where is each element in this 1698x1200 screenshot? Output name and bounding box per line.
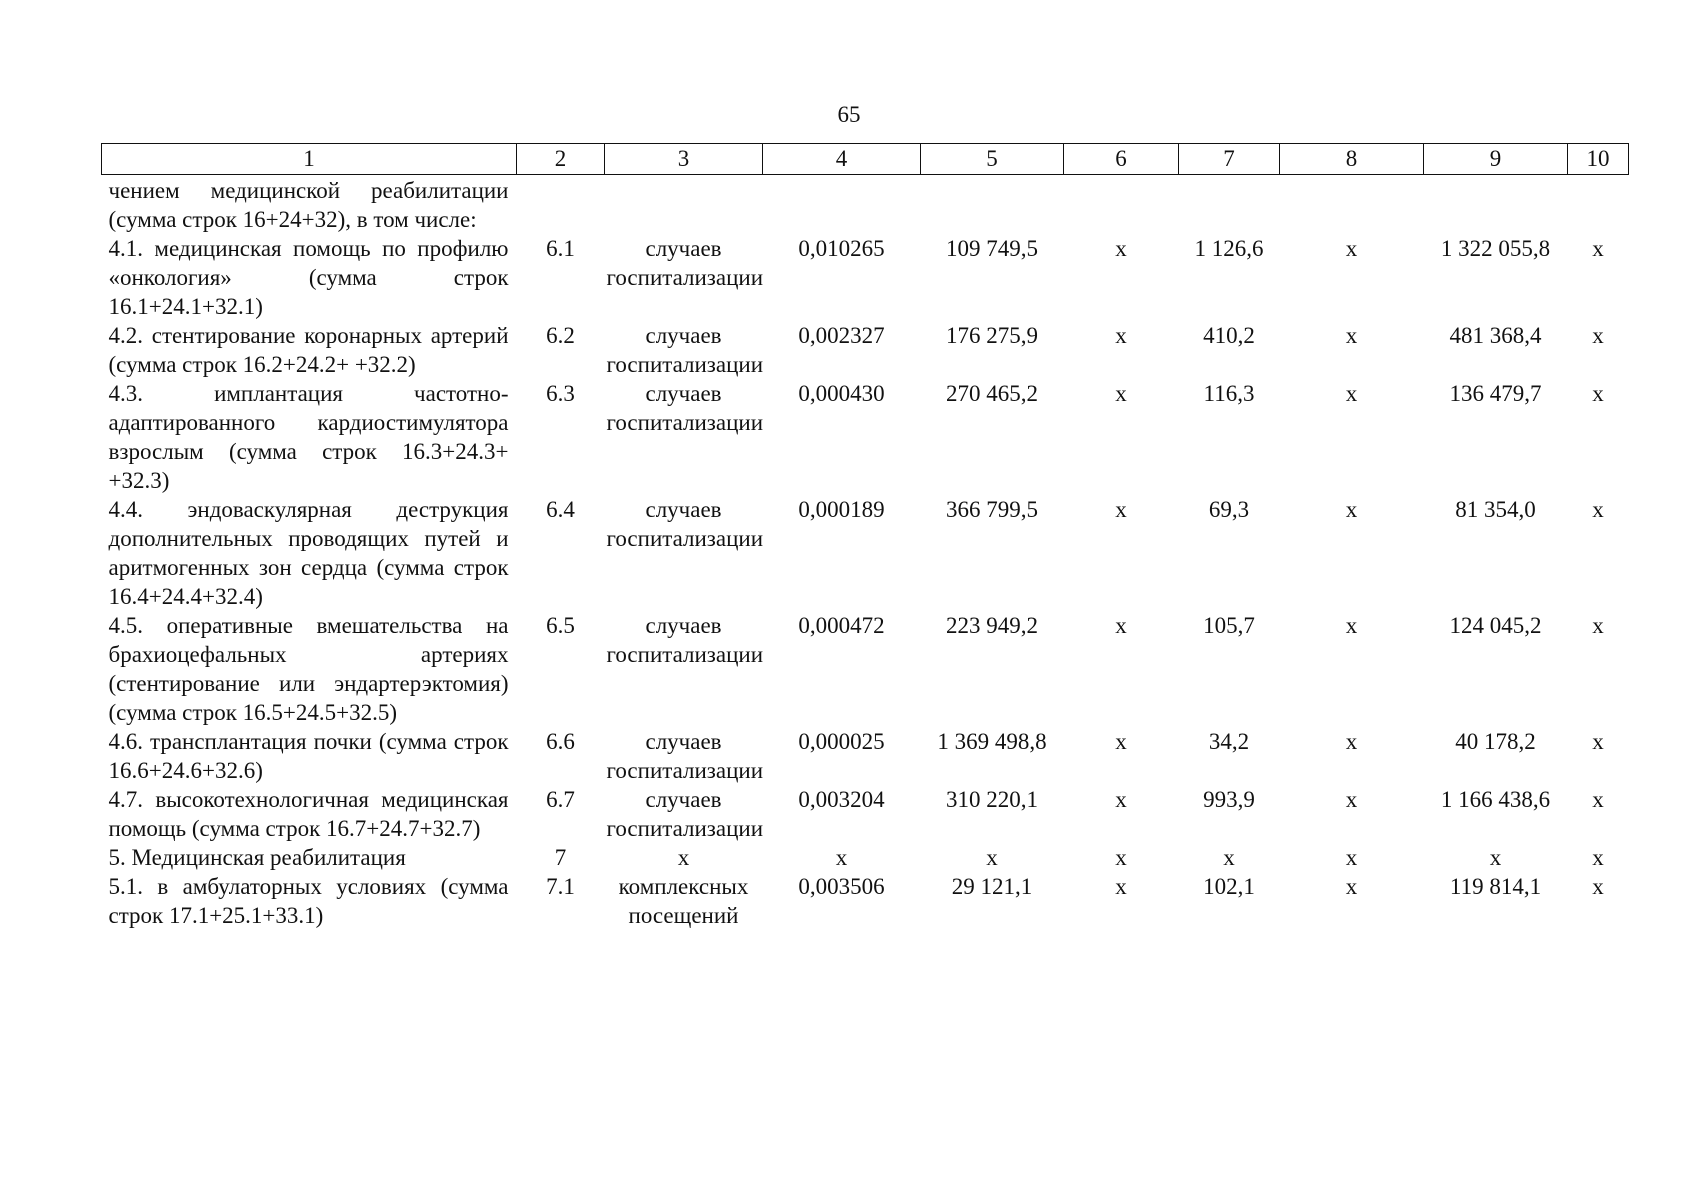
- table-cell-c3: х: [677, 845, 690, 870]
- table-row: [102, 785, 1629, 843]
- table-cell-c4: 0,000189: [798, 497, 885, 522]
- table-cell-c1: 5.1. в амбулаторных условиях (сумма строк 17.1+25.1+33.1): [108, 874, 509, 928]
- header-cell: 5: [921, 144, 1064, 175]
- table-cell-c9: [1424, 175, 1568, 235]
- data-table: [101, 143, 1629, 930]
- table-cell-c5: 366 799,5: [946, 497, 1038, 522]
- table-cell-c1: 4.1. медицинская помощь по профилю «онкология» (сумма строк 16.1+24.1+32.1): [108, 236, 509, 319]
- table-cell-c5: 310 220,1: [946, 787, 1038, 812]
- table-cell-c4: 0,002327: [798, 323, 885, 348]
- table-cell-c1: 4.5. оперативные вмешательства на брахиоцефальных артериях (стентирование или эндартерэктомия) (сумма строк 16.5+24.5+32.5): [108, 613, 509, 725]
- table-cell-c6: х: [1115, 381, 1127, 406]
- table-cell-c8: х: [1345, 381, 1358, 406]
- table-cell-c4: 0,000472: [798, 613, 885, 638]
- table-row: [102, 175, 1629, 235]
- table-cell-c9: х: [1489, 845, 1502, 870]
- table-cell-c9: 119 814,1: [1449, 874, 1542, 899]
- table-row: [102, 321, 1629, 379]
- table-cell-c9: 81 354,0: [1455, 497, 1536, 522]
- table-cell-c8: х: [1345, 236, 1358, 261]
- table-cell-c10: х: [1592, 323, 1604, 348]
- table-cell-c6: х: [1115, 874, 1127, 899]
- table-cell-c10: х: [1592, 613, 1604, 638]
- table-cell-c2: 7.1: [546, 874, 575, 899]
- table-cell-c1: чением медицинской реабилитации (сумма строк 16+24+32), в том числе:: [108, 178, 509, 232]
- table-cell-c2: 6.3: [546, 381, 575, 406]
- table-cell-c5: 270 465,2: [946, 381, 1038, 406]
- page-number: 65: [837, 102, 861, 127]
- table-cell-c1: 4.7. высокотехнологичная медицинская помощь (сумма строк 16.7+24.7+32.7): [108, 787, 509, 841]
- table-cell-c4: 0,003506: [798, 874, 885, 899]
- table-cell-c1: 4.3. имплантация частотно-адаптированного кардиостимулятора взрослым (сумма строк 16.3+24.3+ +32.3): [108, 381, 509, 493]
- header-cell: 8: [1280, 144, 1424, 175]
- table-row: [102, 234, 1629, 321]
- table-cell-c2: 6.1: [546, 236, 575, 261]
- table-cell-c4: 0,000430: [798, 381, 885, 406]
- table-cell-c3: случаев госпитализации: [606, 323, 764, 377]
- table-cell-c7: 34,2: [1208, 729, 1250, 754]
- table-cell-c1: 4.6. трансплантация почки (сумма строк 16.6+24.6+32.6): [108, 729, 509, 783]
- table-cell-c10: х: [1592, 845, 1604, 870]
- table-cell-c3: случаев госпитализации: [606, 613, 764, 667]
- table-cell-c3: [605, 175, 763, 235]
- table-cell-c3: случаев госпитализации: [606, 381, 764, 435]
- header-cell: 10: [1568, 144, 1629, 175]
- table-cell-c3: случаев госпитализации: [606, 729, 764, 783]
- table-header: [102, 144, 1629, 175]
- table-cell-c8: х: [1345, 729, 1358, 754]
- table-cell-c7: 1 126,6: [1194, 236, 1264, 261]
- table-cell-c10: [1568, 175, 1629, 235]
- header-row: [102, 144, 1629, 175]
- table-cell-c9: 1 166 438,6: [1440, 787, 1551, 812]
- table-cell-c7: 993,9: [1203, 787, 1255, 812]
- table-row: [102, 872, 1629, 930]
- table-cell-c7: 410,2: [1203, 323, 1255, 348]
- table-cell-c6: х: [1115, 845, 1127, 870]
- header-cell: 3: [605, 144, 763, 175]
- header-cell: 6: [1064, 144, 1179, 175]
- table-cell-c2: 6.4: [546, 497, 575, 522]
- table-cell-c2: [517, 175, 605, 235]
- table-cell-c1: 5. Медицинская реабилитация: [108, 845, 406, 870]
- table-body: [102, 175, 1629, 931]
- table-cell-c5: 223 949,2: [946, 613, 1038, 638]
- table-cell-c8: х: [1345, 323, 1358, 348]
- table-row: [102, 727, 1629, 785]
- table-cell-c5: х: [986, 845, 998, 870]
- table-cell-c10: х: [1592, 874, 1604, 899]
- table-cell-c8: х: [1345, 787, 1358, 812]
- table-cell-c9: 40 178,2: [1455, 729, 1536, 754]
- table-cell-c3: случаев госпитализации: [606, 497, 764, 551]
- table-row: [102, 495, 1629, 611]
- table-cell-c2: 6.6: [546, 729, 575, 754]
- table-cell-c10: х: [1592, 381, 1604, 406]
- table-cell-c10: х: [1592, 236, 1604, 261]
- header-cell: 9: [1424, 144, 1568, 175]
- table-cell-c1: 4.2. стентирование коронарных артерий (сумма строк 16.2+24.2+ +32.2): [108, 323, 509, 377]
- table-cell-c6: [1064, 175, 1179, 235]
- table-cell-c7: х: [1223, 845, 1235, 870]
- header-cell: 2: [517, 144, 605, 175]
- table-cell-c6: х: [1115, 323, 1127, 348]
- table-cell-c8: х: [1345, 613, 1358, 638]
- table-cell-c7: [1179, 175, 1280, 235]
- table-cell-c4: [763, 175, 921, 235]
- table-cell-c1: 4.4. эндоваскулярная деструкция дополнительных проводящих путей и аритмогенных зон сердца (сумма строк 16.4+24.4+32.4): [108, 497, 509, 609]
- table-cell-c3: комплексных посещений: [618, 874, 749, 928]
- table-row: [102, 611, 1629, 727]
- header-cell: 1: [102, 144, 517, 175]
- table-cell-c9: 124 045,2: [1449, 613, 1542, 638]
- table-cell-c10: х: [1592, 729, 1604, 754]
- table-cell-c4: 0,000025: [798, 729, 885, 754]
- table-cell-c4: 0,003204: [798, 787, 885, 812]
- table-row: [102, 379, 1629, 495]
- table-cell-c5: 1 369 498,8: [937, 729, 1047, 754]
- table-cell-c6: х: [1115, 497, 1127, 522]
- table-cell-c8: [1280, 175, 1424, 235]
- table-cell-c8: х: [1345, 874, 1358, 899]
- table-row: [102, 843, 1629, 872]
- table-cell-c2: 7: [554, 845, 567, 870]
- table-cell-c7: 105,7: [1203, 613, 1255, 638]
- table-cell-c5: 29 121,1: [951, 874, 1033, 899]
- table-cell-c5: [921, 175, 1064, 235]
- table-cell-c4: х: [835, 845, 848, 870]
- table-cell-c10: х: [1592, 497, 1604, 522]
- table-cell-c5: 176 275,9: [946, 323, 1038, 348]
- header-cell: 4: [763, 144, 921, 175]
- table-cell-c5: 109 749,5: [946, 236, 1038, 261]
- table-cell-c10: х: [1592, 787, 1604, 812]
- table-cell-c9: 1 322 055,8: [1440, 236, 1551, 261]
- table-cell-c8: х: [1345, 845, 1358, 870]
- table-cell-c6: х: [1115, 613, 1127, 638]
- table-cell-c9: 481 368,4: [1449, 323, 1542, 348]
- table-cell-c7: 69,3: [1208, 497, 1250, 522]
- table-cell-c4: 0,010265: [798, 236, 885, 261]
- table-cell-c3: случаев госпитализации: [606, 236, 764, 290]
- table-cell-c3: случаев госпитализации: [606, 787, 764, 841]
- table-cell-c7: 102,1: [1203, 874, 1255, 899]
- table-cell-c6: х: [1115, 787, 1127, 812]
- table-cell-c6: х: [1115, 729, 1127, 754]
- table-cell-c7: 116,3: [1203, 381, 1255, 406]
- table-cell-c8: х: [1345, 497, 1358, 522]
- table-cell-c2: 6.5: [546, 613, 575, 638]
- table-cell-c2: 6.7: [546, 787, 575, 812]
- table-cell-c9: 136 479,7: [1449, 381, 1542, 406]
- table-cell-c2: 6.2: [546, 323, 575, 348]
- table-cell-c6: х: [1115, 236, 1127, 261]
- header-cell: 7: [1179, 144, 1280, 175]
